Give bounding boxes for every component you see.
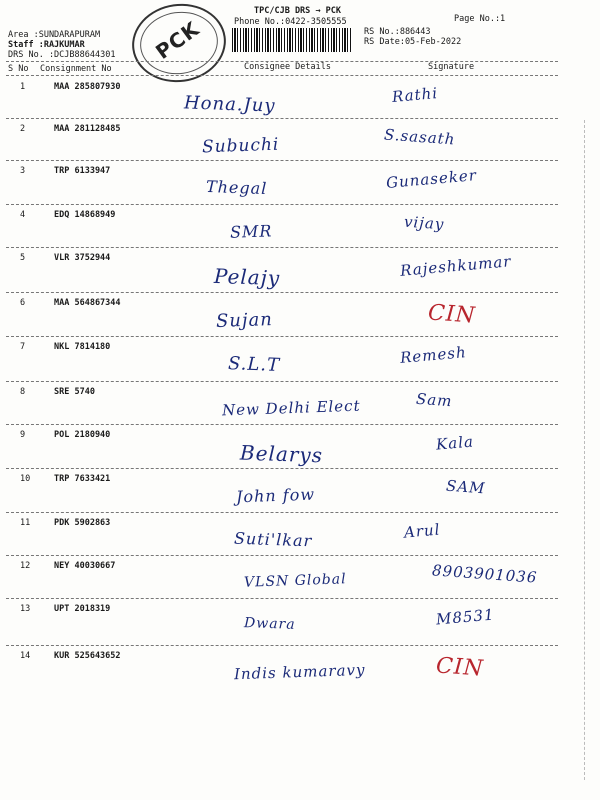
row-sno: 9 [20,430,26,440]
row-sno: 8 [20,387,26,397]
row-sno: 5 [20,253,26,263]
page-number: Page No.:1 [454,14,506,24]
row-consignment-number: EDQ 14868949 [54,210,116,220]
header-rule-bottom [6,75,558,76]
row-consignment-number: UPT 2018319 [54,604,111,614]
staff: Staff :RAJKUMAR [8,40,85,50]
row-consignee-handwriting: Dwara [243,615,296,633]
row-consignee-handwriting: Suti'lkar [233,528,313,551]
row-separator [6,468,558,469]
row-separator [6,381,558,382]
row-consignment-number: NEY 40030667 [54,561,116,571]
row-separator [6,160,558,161]
row-consignment-number: KUR 525643652 [54,651,121,661]
row-consignee-handwriting: Sujan [215,309,274,332]
rs-number: RS No.:886443 [364,27,431,37]
stamp-text: PCK [151,16,204,64]
row-sno: 12 [20,561,31,571]
sheet-title: TPC/CJB DRS → PCK [254,6,341,16]
row-signature-handwriting: Sam [415,389,454,411]
row-consignee-handwriting: John fow [235,484,316,507]
row-sno: 3 [20,166,26,176]
row-consignee-handwriting: New Delhi Elect [221,396,361,420]
row-consignee-handwriting: Pelajy [213,263,281,291]
row-consignment-number: VLR 3752944 [54,253,111,263]
row-consignee-handwriting: Indis kumaravy [233,660,366,684]
col-consignment: Consignment No [40,64,112,74]
phone-number: Phone No.:0422-3505555 [234,17,347,27]
row-separator [6,555,558,556]
row-signature-handwriting: Rajeshkumar [399,252,513,280]
row-signature-handwriting: Rathi [391,84,439,106]
row-sno: 11 [20,518,31,528]
row-consignee-handwriting: SMR [229,221,273,242]
page-edge-line [584,120,585,780]
row-signature-handwriting: vijay [403,212,445,234]
row-sno: 10 [20,474,31,484]
barcode [232,28,352,52]
col-signature: Signature [428,62,475,72]
row-consignment-number: MAA 285807930 [54,82,121,92]
row-consignment-number: TRP 6133947 [54,166,111,176]
row-separator [6,512,558,513]
row-consignment-number: POL 2180940 [54,430,111,440]
row-consignment-number: MAA 281128485 [54,124,121,134]
row-consignment-number: MAA 564867344 [54,298,121,308]
col-sno: S No [8,64,29,74]
row-consignment-number: SRE 5740 [54,387,95,397]
row-consignment-number: PDK 5902863 [54,518,111,528]
row-separator [6,424,558,425]
area: Area :SUNDARAPURAM [8,30,101,40]
row-sno: 6 [20,298,26,308]
row-consignee-handwriting: Belarys [239,440,324,468]
rs-date: RS Date:05-Feb-2022 [364,37,462,47]
row-signature-handwriting: 8903901036 [431,561,538,587]
row-signature-handwriting: Arul [403,520,442,542]
row-consignee-handwriting: Thegal [205,176,268,199]
row-sno: 13 [20,604,31,614]
row-sno: 4 [20,210,26,220]
drs-number: DRS No. :DCJB88644301 [8,50,116,60]
row-sno: 1 [20,82,26,92]
row-separator [6,645,558,646]
row-sno: 2 [20,124,26,134]
row-signature-handwriting: S.sasath [383,125,457,149]
row-separator [6,247,558,248]
row-separator [6,598,558,599]
row-signature-handwriting: Remesh [399,343,468,367]
row-signature-handwriting: Gunaseker [385,166,478,192]
row-consignment-number: NKL 7814180 [54,342,111,352]
row-signature-handwriting: Kala [435,432,475,454]
row-signature-handwriting: M8531 [435,605,496,629]
row-signature-handwriting: CIN [427,300,477,329]
col-consignee: Consignee Details [244,62,331,72]
row-separator [6,204,558,205]
row-consignment-number: TRP 7633421 [54,474,111,484]
row-consignee-handwriting: Subuchi [201,134,280,158]
row-signature-handwriting: SAM [445,476,487,498]
row-consignee-handwriting: VLSN Global [243,571,347,591]
row-sno: 7 [20,342,26,352]
row-sno: 14 [20,651,31,661]
row-signature-handwriting: CIN [435,653,485,682]
row-consignee-handwriting: S.L.T [227,353,281,376]
row-separator [6,336,558,337]
row-consignee-handwriting: Hona.Juy [183,92,276,117]
row-separator [6,292,558,293]
row-separator [6,118,558,119]
